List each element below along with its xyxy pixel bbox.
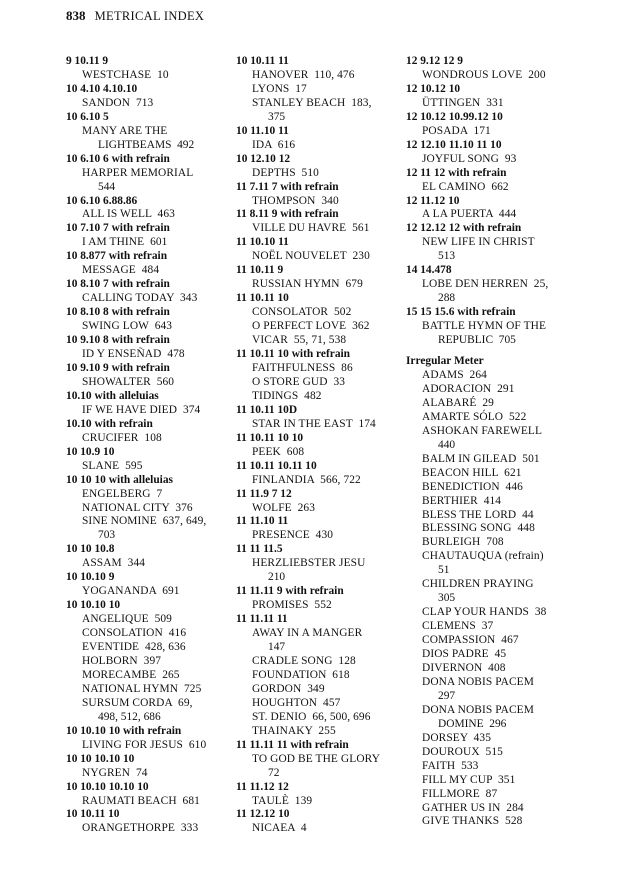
hymn-entry [66,697,241,725]
hymn-tune-continuation: 440 [438,438,456,451]
hymn-entry [406,620,581,634]
hymn-tune-line: HARPER MEMORIAL [82,166,194,179]
hymn-tune-line: CLEMENS 37 [422,620,494,633]
page-number: 838 [66,8,86,23]
hymn-tune-line: EVENTIDE 428, 636 [82,641,186,654]
hymn-tune-continuation: 513 [438,250,456,263]
hymn-tune-line: FOUNDATION 618 [252,668,350,681]
hymn-entry [406,153,581,167]
hymn-entry [236,418,411,432]
meter-heading: 12 12.12 12 with refrain [406,222,522,235]
meter-heading: 10.10 with refrain [66,417,153,430]
hymn-tune-line: BATTLE HYMN OF THE [422,320,547,333]
index-column-2 [236,55,411,836]
hymn-entry [66,669,241,683]
hymn-entry [236,697,411,711]
meter-heading: 11 11.9 7 12 [236,487,292,500]
hymn-tune-line: HOUGHTON 457 [252,696,341,709]
hymn-tune-line: DONA NOBIS PACEM [422,675,534,688]
hymn-tune-line: NOËL NOUVELET 230 [252,250,370,263]
meter-heading: 11 11.11 11 [236,613,288,626]
hymn-entry [406,481,581,495]
meter-heading: 12 10.12 10 [406,82,461,95]
meter-heading: 11 11.12 12 [236,780,289,793]
hymn-entry [66,432,241,446]
hymn-entry [66,348,241,362]
meter-heading: 12 9.12 12 9 [406,55,463,67]
hymn-tune-line: BLESSING SONG 448 [422,522,535,535]
meter-heading: 11 10.11 10.11 10 [236,459,317,472]
meter-heading: 10 10.10 10.10 10 [66,780,149,793]
hymn-tune-line: CRUCIFER 108 [82,431,162,444]
hymn-tune-line: JOYFUL SONG 93 [422,152,517,165]
hymn-tune-line: ALABARÉ 29 [422,396,494,409]
hymn-tune-line: MESSAGE 484 [82,264,160,277]
hymn-tune-line: RUSSIAN HYMN 679 [252,278,363,291]
hymn-entry [236,557,411,585]
hymn-tune-line: CRADLE SONG 128 [252,654,356,667]
hymn-entry [236,795,411,809]
hymn-entry [406,509,581,523]
hymn-tune-line: ALL IS WELL 463 [82,208,175,221]
hymn-tune-line: AWAY IN A MANGER [252,627,363,640]
hymn-tune-line: GIVE THANKS 528 [422,815,523,828]
hymn-entry [406,181,581,195]
hymn-tune-line: NYGREN 74 [82,766,148,779]
hymn-tune-line: PRESENCE 430 [252,529,334,542]
hymn-entry [406,732,581,746]
hymn-entry [66,236,241,250]
hymn-entry [66,641,241,655]
hymn-entry [236,320,411,334]
hymn-tune-continuation: 375 [268,110,286,123]
hymn-tune-line: LYONS 17 [252,82,307,95]
meter-heading: 10 8.10 8 with refrain [66,306,170,319]
hymn-tune-line: EL CAMINO 662 [422,180,509,193]
hymn-entry [406,676,581,704]
hymn-tune-line: NATIONAL HYMN 725 [82,682,202,695]
hymn-entry [236,306,411,320]
meter-heading: 12 11.12 10 [406,194,460,207]
hymn-entry [406,411,581,425]
hymn-tune-line: NATIONAL CITY 376 [82,501,193,514]
meter-heading: 10 8.877 with refrain [66,250,168,263]
hymn-entry [66,613,241,627]
hymn-tune-continuation: 544 [98,180,116,193]
hymn-tune-line: ÜTTINGEN 331 [422,96,504,109]
hymn-tune-line: SURSUM CORDA 69, [82,696,193,709]
hymn-tune-line: DONA NOBIS PACEM [422,703,534,716]
hymn-tune-line: HANOVER 110, 476 [252,68,355,81]
hymn-tune-line: ST. DENIO 66, 500, 696 [252,710,371,723]
hymn-entry [406,802,581,816]
hymn-tune-line: GORDON 349 [252,682,325,695]
meter-heading: 10 10.9 10 [66,445,115,458]
meter-heading: 10 11.10 11 [236,124,289,137]
hymn-entry [236,599,411,613]
hymn-tune-line: SWING LOW 643 [82,320,173,333]
hymn-tune-continuation: 288 [438,292,456,305]
hymn-entry [406,208,581,222]
hymn-entry [66,683,241,697]
hymn-entry [236,250,411,264]
hymn-tune-line: YOGANANDA 691 [82,585,180,598]
hymn-entry [66,739,241,753]
hymn-tune-line: BERTHIER 414 [422,494,502,507]
hymn-entry [236,822,411,836]
index-column-1 [66,55,241,836]
hymn-entry [406,522,581,536]
meter-heading: 10 10.10 10 [66,599,121,612]
hymn-tune-line: DORSEY 435 [422,731,492,744]
hymn-tune-line: STAR IN THE EAST 174 [252,417,376,430]
hymn-tune-line: ADORACION 291 [422,382,515,395]
hymn-tune-continuation: 297 [438,689,456,702]
hymn-tune-line: FAITHFULNESS 86 [252,361,353,374]
index-title: METRICAL INDEX [94,9,205,23]
meter-heading: 10 10.11 10 [66,808,120,821]
hymn-tune-line: WONDROUS LOVE 200 [422,68,546,81]
meter-heading: 11 10.11 9 [236,264,284,277]
hymn-entry [406,634,581,648]
hymn-tune-line: THOMPSON 340 [252,194,339,207]
hymn-entry [66,515,241,543]
meter-heading: 11 11.10 11 [236,515,289,528]
hymn-tune-line: O PERFECT LOVE 362 [252,320,370,333]
hymn-entry [236,753,411,781]
section-gap [406,348,581,355]
hymn-tune-line: CALLING TODAY 343 [82,292,198,305]
hymn-tune-line: WESTCHASE 10 [82,68,169,81]
meter-heading: 11 10.11 10 with refrain [236,348,351,361]
meter-heading: 11 10.10 11 [236,236,289,249]
hymn-entry [236,725,411,739]
hymn-entry [406,278,581,306]
meter-heading: Irregular Meter [406,355,484,368]
hymn-entry [406,320,581,348]
hymn-tune-line: O STORE GUD 33 [252,375,346,388]
hymn-tune-line: NICAEA 4 [252,822,307,835]
hymn-entry [66,585,241,599]
hymn-tune-line: ORANGETHORPE 333 [82,822,199,835]
hymn-entry [406,815,581,829]
hymn-entry [406,125,581,139]
hymn-entry [66,208,241,222]
hymn-tune-line: BEACON HILL 621 [422,466,522,479]
hymn-entry [236,69,411,83]
hymn-entry [406,648,581,662]
hymn-tune-line: IDA 616 [252,138,296,151]
hymn-entry [66,655,241,669]
hymn-entry [406,760,581,774]
hymn-tune-line: STANLEY BEACH 183, [252,96,372,109]
hymn-tune-line: CLAP YOUR HANDS 38 [422,606,547,619]
hymn-tune-line: ANGELIQUE 509 [82,613,172,626]
hymn-entry [236,334,411,348]
meter-heading: 10 10.10 9 [66,571,115,584]
hymn-tune-continuation: 305 [438,592,456,605]
hymn-tune-line: CONSOLATION 416 [82,627,187,640]
hymn-entry [406,69,581,83]
meter-heading: 9 10.11 9 [66,55,109,67]
hymn-entry [236,502,411,516]
hymn-entry [66,125,241,153]
hymn-entry [406,495,581,509]
hymn-entry [236,655,411,669]
hymn-entry [406,788,581,802]
hymn-entry [236,627,411,655]
meter-heading: 10 9.10 9 with refrain [66,361,170,374]
hymn-entry [66,795,241,809]
hymn-entry [236,390,411,404]
meter-heading: 12 12.10 11.10 11 10 [406,138,502,151]
meter-heading: 11 11 11.5 [236,543,283,556]
hymn-entry [66,69,241,83]
hymn-entry [406,397,581,411]
hymn-tune-line: PROMISES 552 [252,599,332,612]
hymn-entry [236,195,411,209]
hymn-tune-line: FAITH 533 [422,759,479,772]
hymn-tune-line: WOLFE 263 [252,501,316,514]
hymn-tune-line: SANDON 713 [82,96,154,109]
hymn-entry [66,376,241,390]
hymn-entry [406,383,581,397]
hymn-tune-line: TO GOD BE THE GLORY [252,752,381,765]
hymn-entry [406,746,581,760]
meter-heading: 11 12.12 10 [236,808,290,821]
hymn-tune-line: FILLMORE 87 [422,787,498,800]
hymn-tune-line: GATHER US IN 284 [422,801,524,814]
meter-heading: 11 8.11 9 with refrain [236,208,339,221]
hymn-entry [66,404,241,418]
hymn-tune-continuation: DOMINE 296 [438,717,507,730]
meter-heading: 11 11.11 11 with refrain [236,738,349,751]
meter-heading: 11 10.11 10D [236,403,298,416]
hymn-entry [66,557,241,571]
hymn-tune-continuation: REPUBLIC 705 [438,334,516,347]
hymn-entry [66,627,241,641]
hymn-entry [66,264,241,278]
hymn-tune-line: THAINAKY 255 [252,724,336,737]
hymn-tune-line: VICAR 55, 71, 538 [252,334,347,347]
meter-heading: 10 10 10 with alleluias [66,473,173,486]
hymn-entry [406,236,581,264]
hymn-entry [66,488,241,502]
hymn-tune-line: DEPTHS 510 [252,166,319,179]
meter-heading: 10 10 10.10 10 [66,752,135,765]
hymn-tune-line: RAUMATI BEACH 681 [82,794,200,807]
index-column-3 [406,55,581,829]
hymn-entry [406,425,581,453]
hymn-entry [406,97,581,111]
hymn-entry [406,774,581,788]
hymn-tune-line: FINLANDIA 566, 722 [252,473,361,486]
page-header [66,8,204,24]
hymn-entry [236,83,411,97]
hymn-entry [406,578,581,606]
hymn-tune-line: FILL MY CUP 351 [422,773,516,786]
hymn-tune-line: I AM THINE 601 [82,236,168,249]
hymn-tune-line: AMARTE SÓLO 522 [422,410,527,423]
hymn-tune-continuation: LIGHTBEAMS 492 [98,138,195,151]
hymn-entry [406,606,581,620]
meter-heading: 11 10.11 10 [236,292,289,305]
hymn-entry [236,446,411,460]
hymn-entry [406,704,581,732]
hymn-tune-line: CHILDREN PRAYING [422,578,534,591]
hymn-tune-line: ENGELBERG 7 [82,487,163,500]
hymn-tune-line: DOUROUX 515 [422,745,503,758]
hymn-tune-line: ADAMS 264 [422,368,487,381]
meter-heading: 10 10.11 11 [236,55,289,67]
hymn-entry [66,320,241,334]
meter-heading: 12 11 12 with refrain [406,166,507,179]
meter-heading: 14 14.478 [406,264,452,277]
hymn-tune-line: TIDINGS 482 [252,389,322,402]
meter-heading: 10 6.10 5 [66,110,109,123]
hymn-entry [236,222,411,236]
hymn-entry [66,292,241,306]
hymn-entry [66,767,241,781]
meter-heading: 10 4.10 4.10.10 [66,82,138,95]
hymn-entry [236,97,411,125]
hymn-tune-line: LOBE DEN HERREN 25, [422,278,549,291]
hymn-tune-line: SLANE 595 [82,459,143,472]
hymn-entry [406,467,581,481]
hymn-entry [406,369,581,383]
hymn-tune-line: TAULÈ 139 [252,794,313,807]
hymn-entry [406,453,581,467]
hymn-tune-line: LIVING FOR JESUS 610 [82,738,207,751]
hymn-tune-line: SHOWALTER 560 [82,375,175,388]
hymn-entry [236,711,411,725]
hymn-entry [236,167,411,181]
hymn-tune-continuation: 498, 512, 686 [98,710,161,723]
meter-heading: 12 10.12 10.99.12 10 [406,110,503,123]
hymn-tune-line: ASSAM 344 [82,557,146,570]
hymn-tune-line: VILLE DU HAVRE 561 [252,222,370,235]
hymn-entry [236,683,411,697]
hymn-tune-line: BLESS THE LORD 44 [422,508,534,521]
hymn-entry [406,536,581,550]
hymn-entry [236,139,411,153]
hymn-tune-line: HERZLIEBSTER JESU [252,557,366,570]
hymn-tune-line: COMPASSION 467 [422,634,519,647]
hymn-tune-line: ID Y ENSEÑAD 478 [82,348,185,361]
hymn-tune-line: POSADA 171 [422,124,491,137]
hymn-tune-line: NEW LIFE IN CHRIST [422,236,535,249]
hymn-entry [236,376,411,390]
hymn-tune-line: CHAUTAUQUA (refrain) [422,550,544,563]
hymn-entry [66,167,241,195]
meter-heading: 11 7.11 7 with refrain [236,180,339,193]
hymn-tune-line: ASHOKAN FAREWELL [422,424,543,437]
hymn-tune-line: A LA PUERTA 444 [422,208,517,221]
hymn-entry [236,474,411,488]
hymn-tune-line: IF WE HAVE DIED 374 [82,403,201,416]
meter-heading: 15 15 15.6 with refrain [406,306,516,319]
hymn-tune-continuation: 147 [268,641,286,654]
meter-heading: 10 12.10 12 [236,152,291,165]
hymn-tune-line: BURLEIGH 708 [422,536,504,549]
hymn-entry [236,669,411,683]
hymn-tune-line: PEEK 608 [252,445,305,458]
meter-heading: 10 8.10 7 with refrain [66,278,170,291]
hymn-tune-line: DIOS PADRE 45 [422,648,507,661]
meter-heading: 11 11.11 9 with refrain [236,585,344,598]
hymn-tune-line: HOLBORN 397 [82,654,162,667]
hymn-tune-line: CONSOLATOR 502 [252,306,352,319]
meter-heading: 10.10 with alleluias [66,389,159,402]
hymn-tune-line: BENEDICTION 446 [422,480,523,493]
hymn-entry [66,502,241,516]
hymn-entry [236,362,411,376]
hymn-entry [236,278,411,292]
meter-heading: 10 10.10 10 with refrain [66,724,182,737]
hymn-tune-continuation: 51 [438,564,450,577]
meter-heading: 10 7.10 7 with refrain [66,222,170,235]
hymn-tune-continuation: 72 [268,766,280,779]
meter-heading: 10 9.10 8 with refrain [66,334,170,347]
meter-heading: 11 10.11 10 10 [236,431,304,444]
meter-heading: 10 6.10 6.88.86 [66,194,138,207]
hymn-entry [406,550,581,578]
hymn-tune-continuation: 210 [268,571,286,584]
meter-heading: 10 10 10.8 [66,543,115,556]
hymn-entry [236,529,411,543]
hymn-tune-continuation: 703 [98,529,116,542]
hymn-tune-line: SINE NOMINE 637, 649, [82,515,207,528]
hymn-entry [66,97,241,111]
hymn-tune-line: MORECAMBE 265 [82,668,180,681]
hymn-entry [66,460,241,474]
hymn-tune-line: DIVERNON 408 [422,661,506,674]
meter-heading: 10 6.10 6 with refrain [66,152,170,165]
hymn-entry [406,662,581,676]
hymn-tune-line: MANY ARE THE [82,124,168,137]
hymn-entry [66,822,241,836]
hymn-tune-line: BALM IN GILEAD 501 [422,452,540,465]
